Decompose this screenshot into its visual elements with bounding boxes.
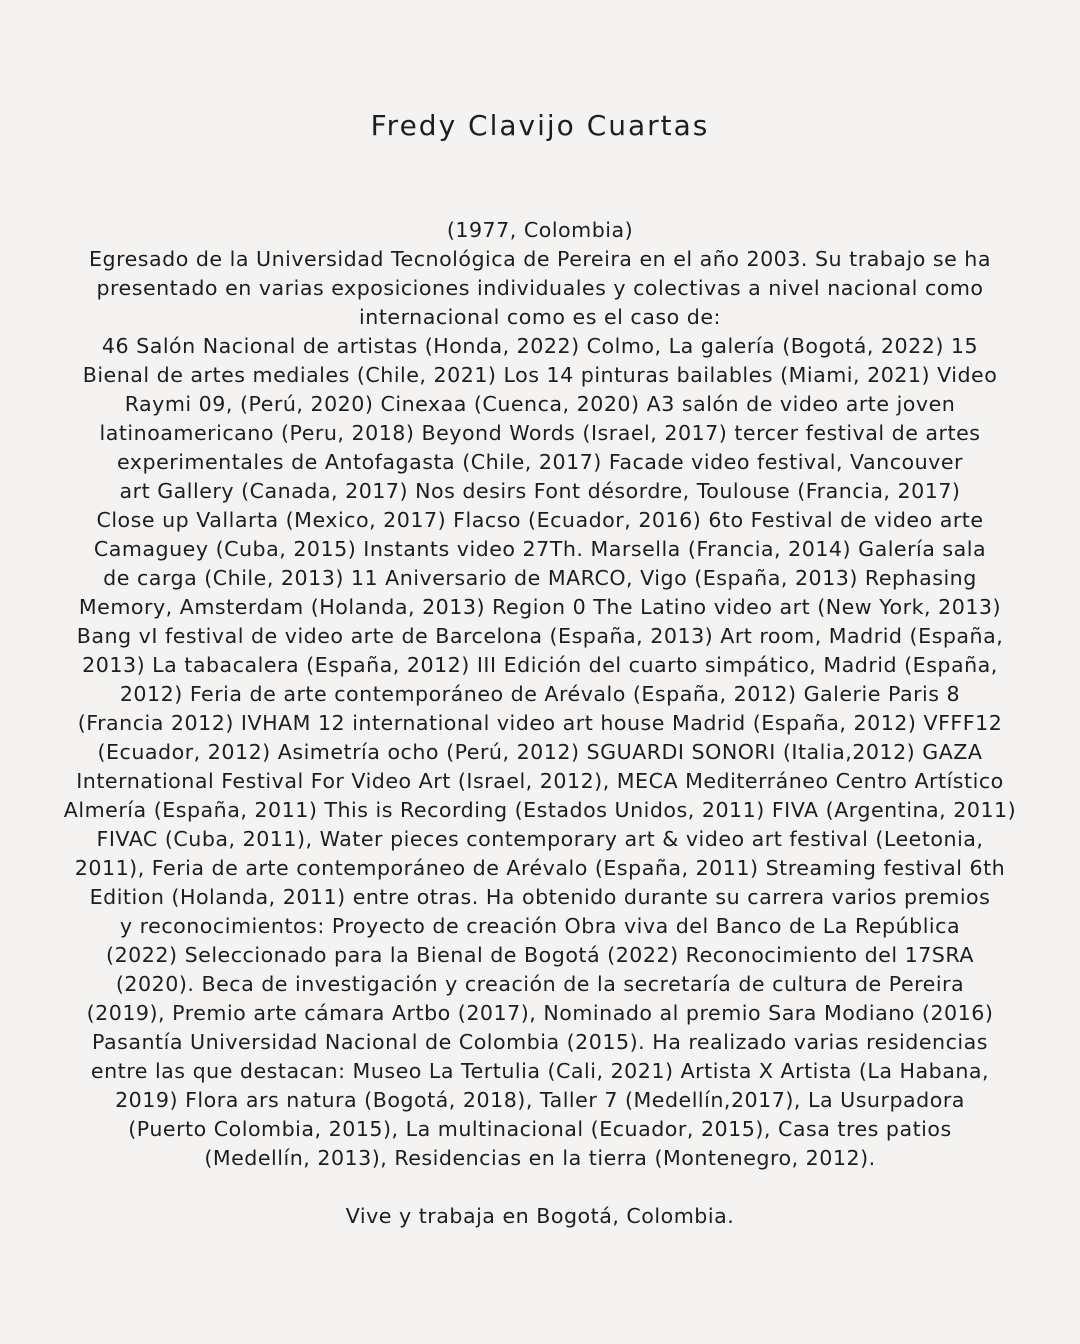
bio-line: (2022) Seleccionado para la Bienal de Bogotá (2022) Reconocimiento del 17SRA — [106, 943, 974, 967]
bio-line: Memory, Amsterdam (Holanda, 2013) Region 0 The Latino video art (New York, 2013) — [78, 595, 1002, 619]
bio-line: (Puerto Colombia, 2015), La multinacional (Ecuador, 2015), Casa tres patios — [128, 1117, 952, 1141]
bio-line: (Francia 2012) IVHAM 12 international video art house Madrid (España, 2012) VFFF12 — [77, 711, 1003, 735]
artist-name: Fredy Clavijo Cuartas — [370, 109, 710, 142]
bio-line: Pasantía Universidad Nacional de Colombia (2015). Ha realizado varias residencias — [92, 1030, 988, 1054]
bio-line: Egresado de la Universidad Tecnológica de Pereira en el año 2003. Su trabajo se ha — [89, 247, 991, 271]
bio-line: latinoamericano (Peru, 2018) Beyond Words (Israel, 2017) tercer festival de artes — [99, 421, 981, 445]
bio-line: presentado en varias exposiciones individuales y colectivas a nivel nacional como — [96, 276, 984, 300]
bio-line: internacional como es el caso de: — [359, 305, 721, 329]
bio-line: 2013) La tabacalera (España, 2012) III Edición del cuarto simpático, Madrid (España, — [82, 653, 998, 677]
bio-line: 2019) Flora ars natura (Bogotá, 2018), Taller 7 (Medellín,2017), La Usurpadora — [115, 1088, 965, 1112]
bio-line: (Ecuador, 2012) Asimetría ocho (Perú, 2012) SGUARDI SONORI (Italia,2012) GAZA — [97, 740, 983, 764]
bio-line: experimentales de Antofagasta (Chile, 2017) Facade video festival, Vancouver — [117, 450, 963, 474]
bio-line: art Gallery (Canada, 2017) Nos desirs Font désordre, Toulouse (Francia, 2017) — [119, 479, 961, 503]
bio-line: 46 Salón Nacional de artistas (Honda, 2022) Colmo, La galería (Bogotá, 2022) 15 — [101, 334, 979, 358]
bio-line: International Festival For Video Art (Israel, 2012), MECA Mediterráneo Centro Artístico — [76, 769, 1004, 793]
bio-line: entre las que destacan: Museo La Tertulia (Cali, 2021) Artista X Artista (La Habana, — [90, 1059, 990, 1083]
bio-line: Raymi 09, (Perú, 2020) Cinexaa (Cuenca, 2020) A3 salón de video arte joven — [124, 392, 956, 416]
bio-line: Almería (España, 2011) This is Recording (Estados Unidos, 2011) FIVA (Argentina, 2011) — [63, 798, 1017, 822]
bio-line: de carga (Chile, 2013) 11 Aniversario de MARCO, Vigo (España, 2013) Rephasing — [103, 566, 977, 590]
bio-line: (1977, Colombia) — [446, 218, 634, 242]
closing-line: Vive y trabaja en Bogotá, Colombia. — [345, 1204, 735, 1228]
bio-line: (2019), Premio arte cámara Artbo (2017), Nominado al premio Sara Modiano (2016) — [86, 1001, 994, 1025]
bio-line: 2012) Feria de arte contemporáneo de Arévalo (España, 2012) Galerie Paris 8 — [119, 682, 961, 706]
bio-line: Bienal de artes mediales (Chile, 2021) Los 14 pinturas bailables (Miami, 2021) Video — [82, 363, 998, 387]
paragraph-spacer — [30, 1173, 1050, 1202]
bio-line: 2011), Feria de arte contemporáneo de Arévalo (España, 2011) Streaming festival 6th — [74, 856, 1006, 880]
artist-bio — [30, 216, 1050, 1231]
bio-line: Camaguey (Cuba, 2015) Instants video 27Th. Marsella (Francia, 2014) Galería sala — [93, 537, 987, 561]
bio-line: y reconocimientos: Proyecto de creación Obra viva del Banco de La República — [119, 914, 961, 938]
bio-line: Bang vI festival de video arte de Barcelona (España, 2013) Art room, Madrid (España, — [76, 624, 1004, 648]
bio-line: FIVAC (Cuba, 2011), Water pieces contemporary art & video art festival (Leetonia, — [96, 827, 984, 851]
bio-line: (2020). Beca de investigación y creación de la secretaría de cultura de Pereira — [115, 972, 965, 996]
bio-line: (Medellín, 2013), Residencias en la tierra (Montenegro, 2012). — [204, 1146, 876, 1170]
bio-line: Close up Vallarta (Mexico, 2017) Flacso (Ecuador, 2016) 6to Festival de video arte — [96, 508, 984, 532]
bio-line: Edition (Holanda, 2011) entre otras. Ha obtenido durante su carrera varios premios — [89, 885, 991, 909]
